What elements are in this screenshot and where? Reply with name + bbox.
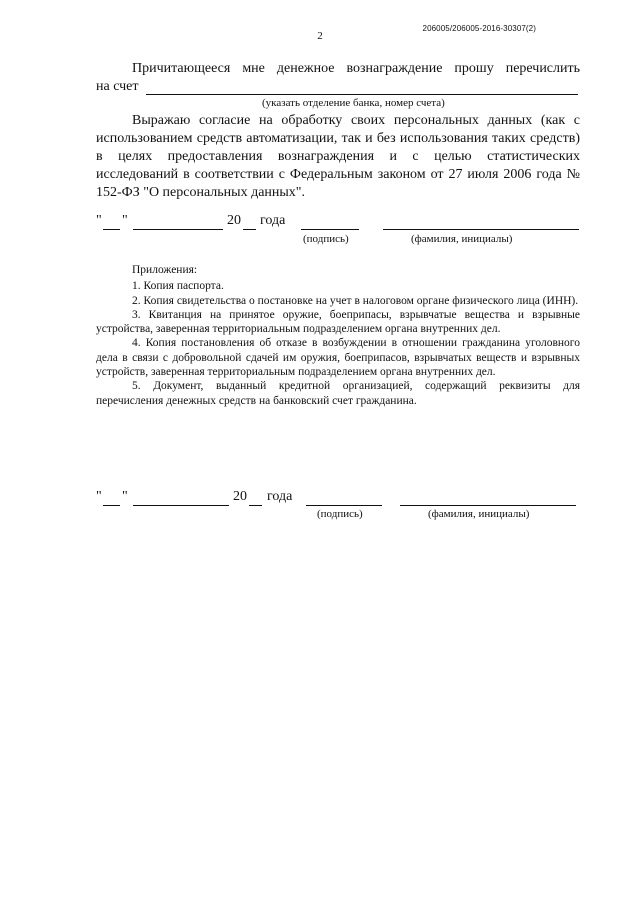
date-year-suffix: года <box>260 213 286 228</box>
consent-text: Выражаю согласие на обработку своих персональных данных (как с использованием средств автоматизации, так и без использования таких средств) в целях предоставления вознаграждения и с целью статистических исследований в соответствии с Федеральным законом от 27 июля 2006 года № 152-ФЗ "О персональных данных". <box>96 113 580 200</box>
date-year-prefix: 20 <box>233 489 247 504</box>
signature-caption: (подпись) <box>303 233 349 245</box>
transfer-request-text: Причитающееся мне денежное вознаграждение прошу перечислить <box>132 61 580 76</box>
account-field[interactable] <box>146 94 578 95</box>
date-year-field[interactable] <box>249 505 262 506</box>
appendix-heading: Приложения: <box>132 264 198 276</box>
date-day-field[interactable] <box>103 229 120 230</box>
appendix-item: 3. Квитанция на принятое оружие, боеприпасы, взрывчатые вещества и взрывные устройства, заверенная территориальным подразделением органа внутренних дел. <box>96 308 580 336</box>
appendix-item: 5. Документ, выданный кредитной организацией, содержащий реквизиты для перечисления денежных средств на банковский счет гражданина. <box>96 380 580 407</box>
consent-paragraph <box>96 112 580 202</box>
name-caption: (фамилия, инициалы) <box>411 233 513 245</box>
appendix-list <box>96 263 580 408</box>
signature-field[interactable] <box>301 229 359 230</box>
name-field[interactable] <box>383 229 579 230</box>
transfer-request-line <box>132 61 580 77</box>
date-year-prefix: 20 <box>227 213 241 228</box>
name-caption: (фамилия, инициалы) <box>428 508 530 520</box>
date-quote-close: " <box>122 489 128 504</box>
date-month-field[interactable] <box>133 229 223 230</box>
date-quote-close: " <box>122 213 128 228</box>
signature-caption: (подпись) <box>317 508 363 520</box>
date-year-suffix: года <box>267 489 293 504</box>
date-quote-open: " <box>96 213 102 228</box>
signature-field[interactable] <box>306 505 382 506</box>
name-field[interactable] <box>400 505 576 506</box>
account-label: на счет <box>96 79 139 94</box>
appendix-item: 2. Копия свидетельства о постановке на учет в налоговом органе физического лица (ИНН). <box>132 294 579 307</box>
page-number: 2 <box>317 30 323 42</box>
appendix-item: 4. Копия постановления об отказе в возбуждении в отношении гражданина уголовного дела в связи с добровольной сдачей им оружия, боеприпасов, взрывчатых веществ и взрывных устройств, заверенная территориальным подразделением органа внутренних дел. <box>96 337 580 379</box>
appendix-item: 1. Копия паспорта. <box>132 280 224 293</box>
date-day-field[interactable] <box>103 505 120 506</box>
date-month-field[interactable] <box>133 505 229 506</box>
date-quote-open: " <box>96 489 102 504</box>
document-code: 206005/206005-2016-30307(2) <box>422 24 536 33</box>
account-hint: (указать отделение банка, номер счета) <box>262 97 445 109</box>
date-year-field[interactable] <box>243 229 256 230</box>
